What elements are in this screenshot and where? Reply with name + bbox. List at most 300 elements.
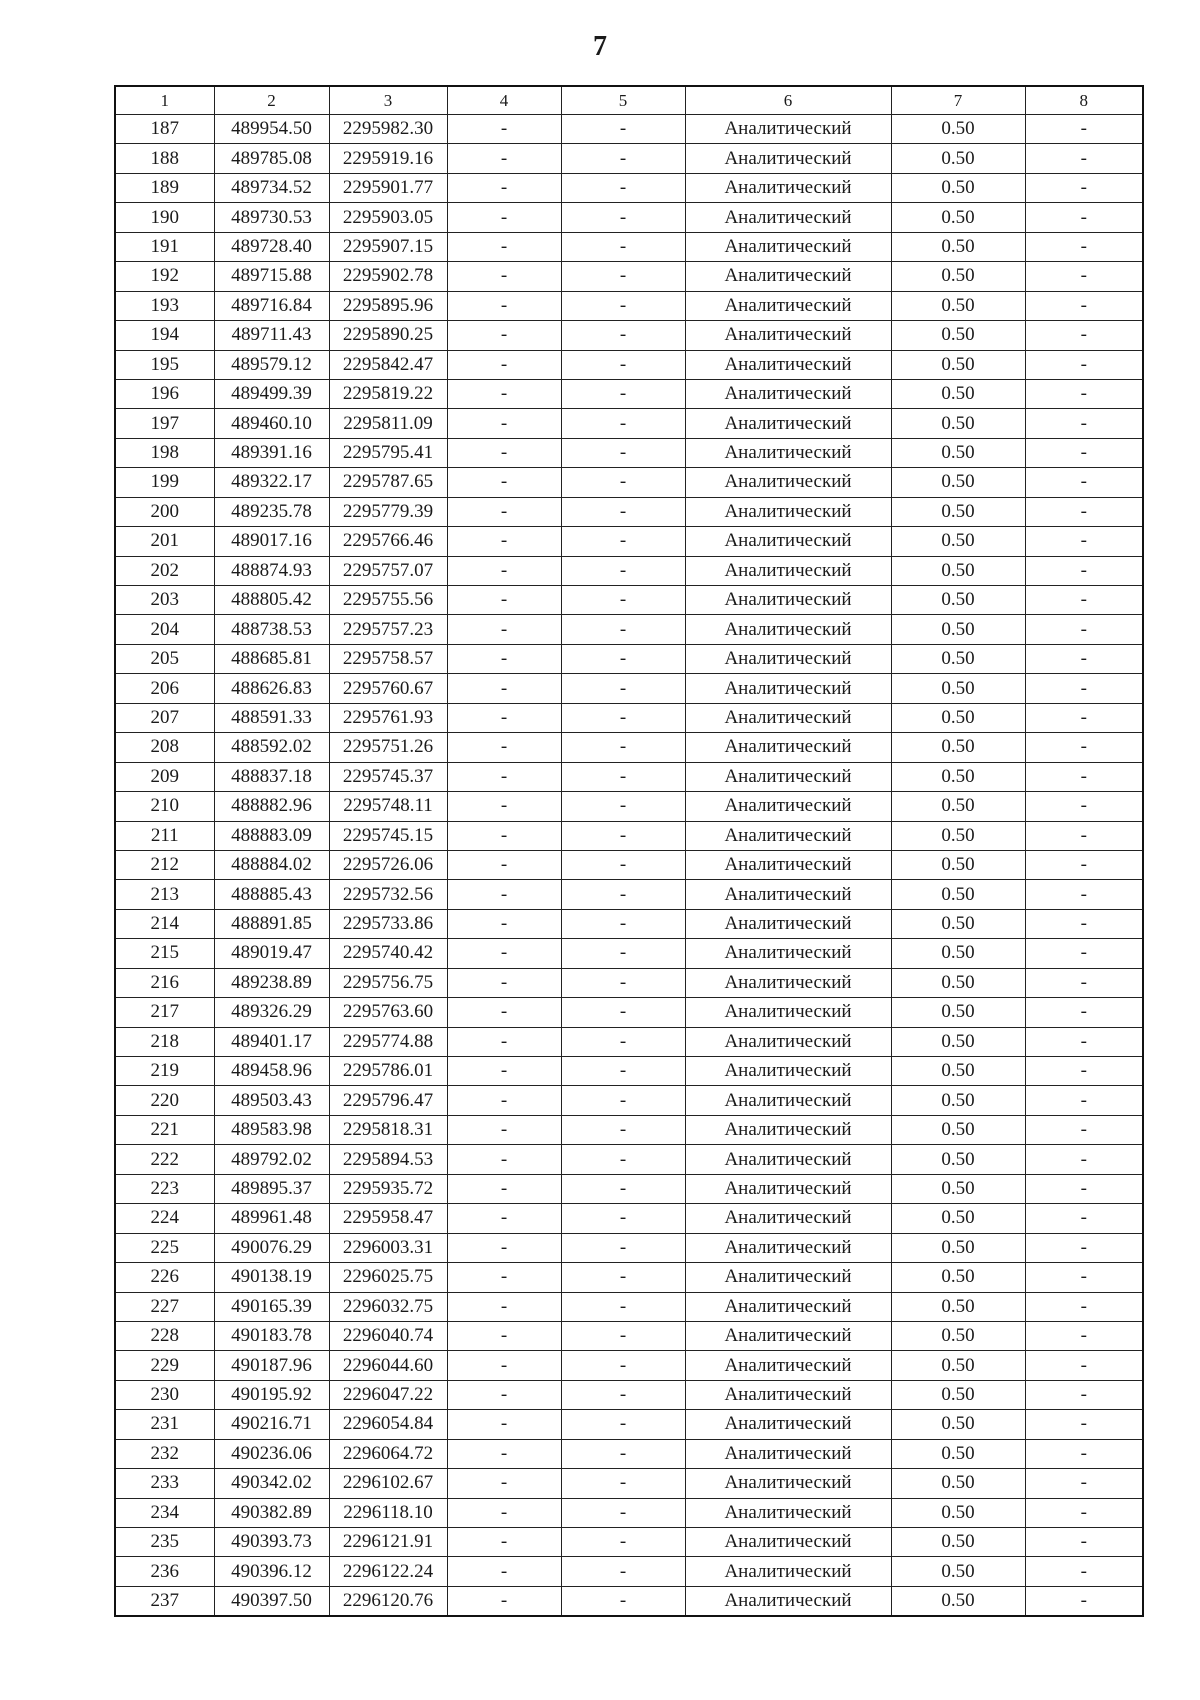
x-coordinate-cell: 489391.16 bbox=[214, 438, 329, 467]
column-8-cell: - bbox=[1025, 1351, 1143, 1380]
accuracy-cell: 0.50 bbox=[891, 1174, 1025, 1203]
column-4-cell: - bbox=[447, 644, 561, 673]
column-4-cell: - bbox=[447, 1469, 561, 1498]
column-8-cell: - bbox=[1025, 1439, 1143, 1468]
x-coordinate-cell: 488885.43 bbox=[214, 880, 329, 909]
table-row bbox=[115, 1086, 1143, 1115]
column-8-cell: - bbox=[1025, 291, 1143, 320]
accuracy-cell: 0.50 bbox=[891, 173, 1025, 202]
column-5-cell: - bbox=[561, 173, 685, 202]
accuracy-cell: 0.50 bbox=[891, 880, 1025, 909]
column-4-cell: - bbox=[447, 1321, 561, 1350]
column-4-cell: - bbox=[447, 939, 561, 968]
x-coordinate-cell: 489734.52 bbox=[214, 173, 329, 202]
accuracy-cell: 0.50 bbox=[891, 468, 1025, 497]
column-5-cell: - bbox=[561, 1351, 685, 1380]
point-number-cell: 193 bbox=[115, 291, 214, 320]
method-cell: Аналитический bbox=[685, 173, 891, 202]
column-8-cell: - bbox=[1025, 1145, 1143, 1174]
column-5-cell: - bbox=[561, 232, 685, 261]
column-8-cell: - bbox=[1025, 1380, 1143, 1409]
column-4-cell: - bbox=[447, 1027, 561, 1056]
x-coordinate-cell: 489019.47 bbox=[214, 939, 329, 968]
y-coordinate-cell: 2295842.47 bbox=[329, 350, 447, 379]
accuracy-cell: 0.50 bbox=[891, 939, 1025, 968]
column-8-cell: - bbox=[1025, 1292, 1143, 1321]
column-8-cell: - bbox=[1025, 1263, 1143, 1292]
table-row bbox=[115, 1057, 1143, 1086]
x-coordinate-cell: 490393.73 bbox=[214, 1528, 329, 1557]
y-coordinate-cell: 2295740.42 bbox=[329, 939, 447, 968]
column-8-cell: - bbox=[1025, 173, 1143, 202]
column-8-cell: - bbox=[1025, 497, 1143, 526]
x-coordinate-cell: 490396.12 bbox=[214, 1557, 329, 1586]
y-coordinate-cell: 2295748.11 bbox=[329, 792, 447, 821]
column-header-7: 7 bbox=[891, 86, 1025, 115]
y-coordinate-cell: 2295757.23 bbox=[329, 615, 447, 644]
accuracy-cell: 0.50 bbox=[891, 821, 1025, 850]
column-4-cell: - bbox=[447, 1292, 561, 1321]
x-coordinate-cell: 488883.09 bbox=[214, 821, 329, 850]
point-number-cell: 202 bbox=[115, 556, 214, 585]
column-8-cell: - bbox=[1025, 615, 1143, 644]
y-coordinate-cell: 2295745.15 bbox=[329, 821, 447, 850]
x-coordinate-cell: 489961.48 bbox=[214, 1204, 329, 1233]
column-5-cell: - bbox=[561, 1469, 685, 1498]
point-number-cell: 204 bbox=[115, 615, 214, 644]
table-row bbox=[115, 939, 1143, 968]
column-8-cell: - bbox=[1025, 909, 1143, 938]
y-coordinate-cell: 2295903.05 bbox=[329, 203, 447, 232]
accuracy-cell: 0.50 bbox=[891, 350, 1025, 379]
column-4-cell: - bbox=[447, 733, 561, 762]
column-8-cell: - bbox=[1025, 468, 1143, 497]
method-cell: Аналитический bbox=[685, 1498, 891, 1527]
column-8-cell: - bbox=[1025, 850, 1143, 879]
column-header-6: 6 bbox=[685, 86, 891, 115]
method-cell: Аналитический bbox=[685, 909, 891, 938]
method-cell: Аналитический bbox=[685, 1145, 891, 1174]
accuracy-cell: 0.50 bbox=[891, 232, 1025, 261]
table-row bbox=[115, 115, 1143, 144]
column-5-cell: - bbox=[561, 409, 685, 438]
accuracy-cell: 0.50 bbox=[891, 379, 1025, 408]
method-cell: Аналитический bbox=[685, 438, 891, 467]
accuracy-cell: 0.50 bbox=[891, 1321, 1025, 1350]
method-cell: Аналитический bbox=[685, 586, 891, 615]
column-5-cell: - bbox=[561, 1057, 685, 1086]
accuracy-cell: 0.50 bbox=[891, 262, 1025, 291]
table-row bbox=[115, 1292, 1143, 1321]
y-coordinate-cell: 2295732.56 bbox=[329, 880, 447, 909]
method-cell: Аналитический bbox=[685, 203, 891, 232]
method-cell: Аналитический bbox=[685, 379, 891, 408]
accuracy-cell: 0.50 bbox=[891, 1439, 1025, 1468]
method-cell: Аналитический bbox=[685, 1586, 891, 1616]
point-number-cell: 230 bbox=[115, 1380, 214, 1409]
point-number-cell: 210 bbox=[115, 792, 214, 821]
accuracy-cell: 0.50 bbox=[891, 1145, 1025, 1174]
method-cell: Аналитический bbox=[685, 644, 891, 673]
accuracy-cell: 0.50 bbox=[891, 115, 1025, 144]
column-4-cell: - bbox=[447, 1057, 561, 1086]
column-header-1: 1 bbox=[115, 86, 214, 115]
table-row bbox=[115, 1115, 1143, 1144]
point-number-cell: 205 bbox=[115, 644, 214, 673]
accuracy-cell: 0.50 bbox=[891, 1557, 1025, 1586]
point-number-cell: 214 bbox=[115, 909, 214, 938]
accuracy-cell: 0.50 bbox=[891, 674, 1025, 703]
point-number-cell: 200 bbox=[115, 497, 214, 526]
point-number-cell: 192 bbox=[115, 262, 214, 291]
method-cell: Аналитический bbox=[685, 350, 891, 379]
method-cell: Аналитический bbox=[685, 321, 891, 350]
y-coordinate-cell: 2295763.60 bbox=[329, 998, 447, 1027]
method-cell: Аналитический bbox=[685, 556, 891, 585]
column-5-cell: - bbox=[561, 733, 685, 762]
column-8-cell: - bbox=[1025, 321, 1143, 350]
column-8-cell: - bbox=[1025, 821, 1143, 850]
point-number-cell: 216 bbox=[115, 968, 214, 997]
method-cell: Аналитический bbox=[685, 792, 891, 821]
table-row bbox=[115, 173, 1143, 202]
method-cell: Аналитический bbox=[685, 703, 891, 732]
x-coordinate-cell: 489235.78 bbox=[214, 497, 329, 526]
point-number-cell: 237 bbox=[115, 1586, 214, 1616]
x-coordinate-cell: 490183.78 bbox=[214, 1321, 329, 1350]
point-number-cell: 233 bbox=[115, 1469, 214, 1498]
column-8-cell: - bbox=[1025, 115, 1143, 144]
x-coordinate-cell: 489238.89 bbox=[214, 968, 329, 997]
point-number-cell: 232 bbox=[115, 1439, 214, 1468]
x-coordinate-cell: 490076.29 bbox=[214, 1233, 329, 1262]
column-4-cell: - bbox=[447, 203, 561, 232]
y-coordinate-cell: 2295935.72 bbox=[329, 1174, 447, 1203]
column-4-cell: - bbox=[447, 1145, 561, 1174]
accuracy-cell: 0.50 bbox=[891, 644, 1025, 673]
point-number-cell: 220 bbox=[115, 1086, 214, 1115]
column-8-cell: - bbox=[1025, 674, 1143, 703]
column-4-cell: - bbox=[447, 703, 561, 732]
accuracy-cell: 0.50 bbox=[891, 1263, 1025, 1292]
method-cell: Аналитический bbox=[685, 762, 891, 791]
x-coordinate-cell: 488874.93 bbox=[214, 556, 329, 585]
method-cell: Аналитический bbox=[685, 115, 891, 144]
column-5-cell: - bbox=[561, 792, 685, 821]
point-number-cell: 207 bbox=[115, 703, 214, 732]
y-coordinate-cell: 2295756.75 bbox=[329, 968, 447, 997]
column-5-cell: - bbox=[561, 1292, 685, 1321]
table-row bbox=[115, 968, 1143, 997]
point-number-cell: 217 bbox=[115, 998, 214, 1027]
column-8-cell: - bbox=[1025, 556, 1143, 585]
column-5-cell: - bbox=[561, 1498, 685, 1527]
y-coordinate-cell: 2296120.76 bbox=[329, 1586, 447, 1616]
column-8-cell: - bbox=[1025, 998, 1143, 1027]
accuracy-cell: 0.50 bbox=[891, 556, 1025, 585]
column-4-cell: - bbox=[447, 674, 561, 703]
table-body bbox=[115, 115, 1143, 1617]
table-row bbox=[115, 1204, 1143, 1233]
column-4-cell: - bbox=[447, 468, 561, 497]
table-row bbox=[115, 350, 1143, 379]
column-5-cell: - bbox=[561, 703, 685, 732]
point-number-cell: 225 bbox=[115, 1233, 214, 1262]
y-coordinate-cell: 2296047.22 bbox=[329, 1380, 447, 1409]
column-4-cell: - bbox=[447, 497, 561, 526]
column-4-cell: - bbox=[447, 321, 561, 350]
column-4-cell: - bbox=[447, 379, 561, 408]
column-8-cell: - bbox=[1025, 438, 1143, 467]
point-number-cell: 190 bbox=[115, 203, 214, 232]
accuracy-cell: 0.50 bbox=[891, 1057, 1025, 1086]
column-8-cell: - bbox=[1025, 1086, 1143, 1115]
column-4-cell: - bbox=[447, 968, 561, 997]
point-number-cell: 212 bbox=[115, 850, 214, 879]
table-row bbox=[115, 556, 1143, 585]
x-coordinate-cell: 489716.84 bbox=[214, 291, 329, 320]
column-8-cell: - bbox=[1025, 350, 1143, 379]
y-coordinate-cell: 2295819.22 bbox=[329, 379, 447, 408]
column-5-cell: - bbox=[561, 379, 685, 408]
y-coordinate-cell: 2296064.72 bbox=[329, 1439, 447, 1468]
y-coordinate-cell: 2295766.46 bbox=[329, 527, 447, 556]
accuracy-cell: 0.50 bbox=[891, 615, 1025, 644]
x-coordinate-cell: 489458.96 bbox=[214, 1057, 329, 1086]
y-coordinate-cell: 2296032.75 bbox=[329, 1292, 447, 1321]
table-row bbox=[115, 1410, 1143, 1439]
accuracy-cell: 0.50 bbox=[891, 998, 1025, 1027]
column-4-cell: - bbox=[447, 173, 561, 202]
y-coordinate-cell: 2295755.56 bbox=[329, 586, 447, 615]
x-coordinate-cell: 489017.16 bbox=[214, 527, 329, 556]
method-cell: Аналитический bbox=[685, 968, 891, 997]
point-number-cell: 198 bbox=[115, 438, 214, 467]
column-4-cell: - bbox=[447, 909, 561, 938]
column-5-cell: - bbox=[561, 1115, 685, 1144]
table-row bbox=[115, 527, 1143, 556]
table-row bbox=[115, 438, 1143, 467]
point-number-cell: 218 bbox=[115, 1027, 214, 1056]
table-row bbox=[115, 1263, 1143, 1292]
column-4-cell: - bbox=[447, 115, 561, 144]
y-coordinate-cell: 2295751.26 bbox=[329, 733, 447, 762]
point-number-cell: 224 bbox=[115, 1204, 214, 1233]
column-5-cell: - bbox=[561, 1263, 685, 1292]
point-number-cell: 203 bbox=[115, 586, 214, 615]
accuracy-cell: 0.50 bbox=[891, 968, 1025, 997]
accuracy-cell: 0.50 bbox=[891, 1027, 1025, 1056]
point-number-cell: 236 bbox=[115, 1557, 214, 1586]
column-8-cell: - bbox=[1025, 968, 1143, 997]
method-cell: Аналитический bbox=[685, 1027, 891, 1056]
y-coordinate-cell: 2296054.84 bbox=[329, 1410, 447, 1439]
column-5-cell: - bbox=[561, 1233, 685, 1262]
column-header-8: 8 bbox=[1025, 86, 1143, 115]
column-4-cell: - bbox=[447, 527, 561, 556]
point-number-cell: 194 bbox=[115, 321, 214, 350]
method-cell: Аналитический bbox=[685, 144, 891, 173]
y-coordinate-cell: 2296102.67 bbox=[329, 1469, 447, 1498]
x-coordinate-cell: 489715.88 bbox=[214, 262, 329, 291]
column-5-cell: - bbox=[561, 350, 685, 379]
column-8-cell: - bbox=[1025, 1557, 1143, 1586]
y-coordinate-cell: 2295795.41 bbox=[329, 438, 447, 467]
y-coordinate-cell: 2295902.78 bbox=[329, 262, 447, 291]
column-4-cell: - bbox=[447, 1115, 561, 1144]
x-coordinate-cell: 488685.81 bbox=[214, 644, 329, 673]
column-5-cell: - bbox=[561, 644, 685, 673]
column-5-cell: - bbox=[561, 586, 685, 615]
point-number-cell: 222 bbox=[115, 1145, 214, 1174]
table-row bbox=[115, 850, 1143, 879]
table-row bbox=[115, 1380, 1143, 1409]
column-8-cell: - bbox=[1025, 792, 1143, 821]
column-5-cell: - bbox=[561, 203, 685, 232]
y-coordinate-cell: 2295894.53 bbox=[329, 1145, 447, 1174]
column-5-cell: - bbox=[561, 1439, 685, 1468]
column-5-cell: - bbox=[561, 1145, 685, 1174]
column-4-cell: - bbox=[447, 998, 561, 1027]
x-coordinate-cell: 488882.96 bbox=[214, 792, 329, 821]
accuracy-cell: 0.50 bbox=[891, 203, 1025, 232]
y-coordinate-cell: 2296118.10 bbox=[329, 1498, 447, 1527]
y-coordinate-cell: 2296121.91 bbox=[329, 1528, 447, 1557]
table-row bbox=[115, 1469, 1143, 1498]
table-row bbox=[115, 615, 1143, 644]
method-cell: Аналитический bbox=[685, 1233, 891, 1262]
point-number-cell: 235 bbox=[115, 1528, 214, 1557]
y-coordinate-cell: 2295758.57 bbox=[329, 644, 447, 673]
accuracy-cell: 0.50 bbox=[891, 1233, 1025, 1262]
method-cell: Аналитический bbox=[685, 1115, 891, 1144]
x-coordinate-cell: 489579.12 bbox=[214, 350, 329, 379]
column-8-cell: - bbox=[1025, 144, 1143, 173]
table-row bbox=[115, 1233, 1143, 1262]
y-coordinate-cell: 2296122.24 bbox=[329, 1557, 447, 1586]
x-coordinate-cell: 490342.02 bbox=[214, 1469, 329, 1498]
column-4-cell: - bbox=[447, 762, 561, 791]
x-coordinate-cell: 490138.19 bbox=[214, 1263, 329, 1292]
column-8-cell: - bbox=[1025, 880, 1143, 909]
point-number-cell: 189 bbox=[115, 173, 214, 202]
point-number-cell: 223 bbox=[115, 1174, 214, 1203]
point-number-cell: 228 bbox=[115, 1321, 214, 1350]
method-cell: Аналитический bbox=[685, 1410, 891, 1439]
column-4-cell: - bbox=[447, 556, 561, 585]
column-5-cell: - bbox=[561, 1086, 685, 1115]
column-4-cell: - bbox=[447, 232, 561, 261]
column-5-cell: - bbox=[561, 1586, 685, 1616]
column-8-cell: - bbox=[1025, 586, 1143, 615]
column-8-cell: - bbox=[1025, 1027, 1143, 1056]
column-8-cell: - bbox=[1025, 1498, 1143, 1527]
column-4-cell: - bbox=[447, 1204, 561, 1233]
accuracy-cell: 0.50 bbox=[891, 1528, 1025, 1557]
column-8-cell: - bbox=[1025, 262, 1143, 291]
point-number-cell: 187 bbox=[115, 115, 214, 144]
column-8-cell: - bbox=[1025, 1233, 1143, 1262]
x-coordinate-cell: 489728.40 bbox=[214, 232, 329, 261]
x-coordinate-cell: 489322.17 bbox=[214, 468, 329, 497]
method-cell: Аналитический bbox=[685, 733, 891, 762]
method-cell: Аналитический bbox=[685, 1321, 891, 1350]
method-cell: Аналитический bbox=[685, 1439, 891, 1468]
method-cell: Аналитический bbox=[685, 674, 891, 703]
y-coordinate-cell: 2295907.15 bbox=[329, 232, 447, 261]
accuracy-cell: 0.50 bbox=[891, 497, 1025, 526]
column-header-3: 3 bbox=[329, 86, 447, 115]
column-8-cell: - bbox=[1025, 232, 1143, 261]
column-header-4: 4 bbox=[447, 86, 561, 115]
accuracy-cell: 0.50 bbox=[891, 1086, 1025, 1115]
column-5-cell: - bbox=[561, 497, 685, 526]
x-coordinate-cell: 490195.92 bbox=[214, 1380, 329, 1409]
column-5-cell: - bbox=[561, 1380, 685, 1409]
y-coordinate-cell: 2295787.65 bbox=[329, 468, 447, 497]
column-5-cell: - bbox=[561, 1321, 685, 1350]
accuracy-cell: 0.50 bbox=[891, 1469, 1025, 1498]
column-8-cell: - bbox=[1025, 1469, 1143, 1498]
accuracy-cell: 0.50 bbox=[891, 586, 1025, 615]
table-row bbox=[115, 703, 1143, 732]
x-coordinate-cell: 488591.33 bbox=[214, 703, 329, 732]
point-number-cell: 196 bbox=[115, 379, 214, 408]
x-coordinate-cell: 489583.98 bbox=[214, 1115, 329, 1144]
x-coordinate-cell: 490382.89 bbox=[214, 1498, 329, 1527]
column-8-cell: - bbox=[1025, 762, 1143, 791]
table-row bbox=[115, 821, 1143, 850]
column-5-cell: - bbox=[561, 968, 685, 997]
table-row bbox=[115, 497, 1143, 526]
accuracy-cell: 0.50 bbox=[891, 527, 1025, 556]
accuracy-cell: 0.50 bbox=[891, 792, 1025, 821]
x-coordinate-cell: 489730.53 bbox=[214, 203, 329, 232]
column-header-5: 5 bbox=[561, 86, 685, 115]
column-8-cell: - bbox=[1025, 1321, 1143, 1350]
y-coordinate-cell: 2295901.77 bbox=[329, 173, 447, 202]
column-5-cell: - bbox=[561, 762, 685, 791]
method-cell: Аналитический bbox=[685, 232, 891, 261]
method-cell: Аналитический bbox=[685, 1057, 891, 1086]
accuracy-cell: 0.50 bbox=[891, 909, 1025, 938]
column-8-cell: - bbox=[1025, 1057, 1143, 1086]
column-4-cell: - bbox=[447, 1410, 561, 1439]
column-8-cell: - bbox=[1025, 703, 1143, 732]
column-4-cell: - bbox=[447, 1174, 561, 1203]
accuracy-cell: 0.50 bbox=[891, 1498, 1025, 1527]
column-8-cell: - bbox=[1025, 409, 1143, 438]
x-coordinate-cell: 490216.71 bbox=[214, 1410, 329, 1439]
table-row bbox=[115, 1321, 1143, 1350]
x-coordinate-cell: 489954.50 bbox=[214, 115, 329, 144]
y-coordinate-cell: 2295811.09 bbox=[329, 409, 447, 438]
y-coordinate-cell: 2295818.31 bbox=[329, 1115, 447, 1144]
column-4-cell: - bbox=[447, 850, 561, 879]
accuracy-cell: 0.50 bbox=[891, 1410, 1025, 1439]
point-number-cell: 209 bbox=[115, 762, 214, 791]
table-row bbox=[115, 792, 1143, 821]
point-number-cell: 219 bbox=[115, 1057, 214, 1086]
table-row bbox=[115, 1351, 1143, 1380]
column-5-cell: - bbox=[561, 1557, 685, 1586]
point-number-cell: 227 bbox=[115, 1292, 214, 1321]
accuracy-cell: 0.50 bbox=[891, 1292, 1025, 1321]
column-5-cell: - bbox=[561, 321, 685, 350]
point-number-cell: 226 bbox=[115, 1263, 214, 1292]
column-5-cell: - bbox=[561, 115, 685, 144]
column-4-cell: - bbox=[447, 880, 561, 909]
